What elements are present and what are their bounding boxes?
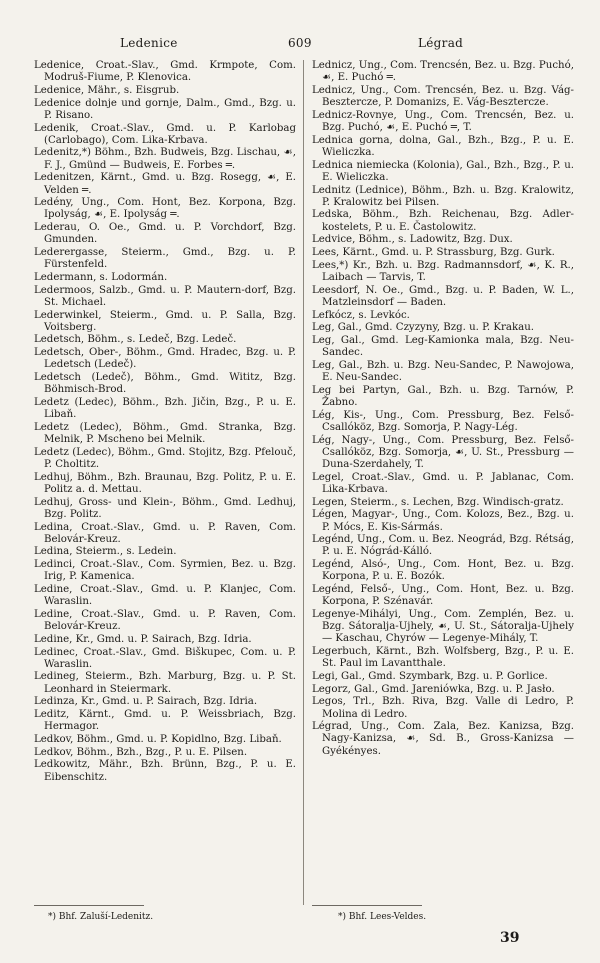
directory-entry: Legen, Steierm., s. Lechen, Bzg. Windisch-gratz. <box>312 496 564 508</box>
directory-entry: Lednica gorna, dolna, Gal., Bzh., Bzg., P. u. E. Wieliczka. <box>312 134 574 158</box>
directory-entry: Ledetsch, Böhm., s. Ledeč, Bzg. Ledeč. <box>34 334 237 346</box>
directory-entry: Lég, Kis-, Ung., Com. Pressburg, Bez. Felső-Csallóköz, Bzg. Somorja, P. Nagy-Lég. <box>312 409 574 433</box>
directory-entry: Ledetsch, Ober-, Böhm., Gmd. Hradec, Bzg. u. P. Ledetsch (Ledeč). <box>34 347 296 371</box>
directory-entry: Ledina, Croat.-Slav., Gmd. u. P. Raven, Com. Belovár-Kreuz. <box>34 521 296 545</box>
directory-entry: Ledetz (Ledec), Böhm., Gmd. Stojitz, Bzg. Pfelouč, P. Choltitz. <box>34 446 296 470</box>
directory-entry: Ledenice, Croat.-Slav., Gmd. Krmpote, Com. Modruš-Fiume, P. Klenovica. <box>34 60 296 84</box>
directory-entry: Ledska, Böhm., Bzh. Reichenau, Bzg. Adler-kostelets, P. u. E. Častolowitz. <box>312 209 574 233</box>
directory-entry: Legénd, Felső-, Ung., Com. Hont, Bez. u. Bzg. Korpona, P. Szénavár. <box>312 584 574 608</box>
directory-entry: Legel, Croat.-Slav., Gmd. u. P. Jablanac, Com. Lika-Krbava. <box>312 471 574 495</box>
directory-entry: Ledkov, Böhm., Gmd. u. P. Kopidlno, Bzg. Libaň. <box>34 733 282 745</box>
directory-entry: Ledetz (Ledec), Böhm., Bzh. Jičin, Bzg., P. u. E. Libaň. <box>34 396 296 421</box>
directory-entry: Ledinci, Croat.-Slav., Com. Syrmien, Bez. u. Bzg. Irig, P. Kamenica. <box>34 559 296 583</box>
directory-entry: Lefkócz, s. Levkóc. <box>312 309 410 321</box>
directory-entry: Lég, Nagy-, Ung., Com. Pressburg, Bez. Felső-Csallóköz, Bzg. Somorja, ☙, U. St., Pressburg — Duna-Szerdahely, T. <box>312 434 574 470</box>
right-column <box>312 60 574 758</box>
directory-entry: Legénd, Ung., Com. u. Bez. Neográd, Bzg. Rétság, P. u. E. Nógrád-Kálló. <box>312 534 574 558</box>
directory-entry: Ledetsch (Ledeč), Böhm., Gmd. Wititz, Bzg. Böhmisch-Brod. <box>34 372 296 396</box>
directory-entry: Leg bei Partyn, Gal., Bzh. u. Bzg. Tarnów, P. Žabno. <box>312 384 574 408</box>
directory-entry: Lednica niemiecka (Kolonia), Gal., Bzh., Bzg., P. u. E. Wieliczka. <box>312 159 574 183</box>
directory-entry: Ledineg, Steierm., Bzh. Marburg, Bzg. u. P. St. Leonhard in Steiermark. <box>34 671 296 695</box>
directory-entry: Lederergasse, Steierm., Gmd., Bzg. u. P. Fürstenfeld. <box>34 247 296 271</box>
directory-entry: Ledenice, Mähr., s. Eisgrub. <box>34 84 180 96</box>
directory-entry: Ledvice, Böhm., s. Ladowitz, Bzg. Dux. <box>312 234 513 246</box>
directory-entry: Ledetz (Ledec), Böhm., Gmd. Stranka, Bzg. Melnik, P. Mscheno bei Melnik. <box>34 421 296 446</box>
directory-entry: Ledenitz,*) Böhm., Bzh. Budweis, Bzg. Lischau, ☙, F. J., Gmünd — Budweis, E. Forbes ═. <box>34 147 296 171</box>
footnote-left: *) Bhf. Zaluší-Ledenitz. <box>48 912 154 922</box>
running-head-right: Légrad <box>418 36 464 50</box>
directory-entry: Ledény, Ung., Com. Hont, Bez. Korpona, Bzg. Ipolyság, ☙, E. Ipolyság ═. <box>34 197 296 221</box>
directory-entry: Legénd, Alsó-, Ung., Com. Hont, Bez. u. Bzg. Korpona, P. u. E. Bozók. <box>312 559 574 583</box>
directory-entry: Ledenik, Croat.-Slav., Gmd. u. P. Karlobag (Carlobago), Com. Lika-Krbava. <box>34 122 296 146</box>
column-divider <box>303 60 304 905</box>
directory-entry: Ledenice dolnje und gornje, Dalm., Gmd., Bzg. u. P. Risano. <box>34 97 296 121</box>
directory-entry: Ledinec, Croat.-Slav., Gmd. Biškupec, Com. u. P. Waraslin. <box>34 646 296 670</box>
page-number-header: 609 <box>288 36 312 50</box>
directory-entry: Leg, Gal., Gmd. Leg-Kamionka mala, Bzg. Neu-Sandec. <box>312 334 574 359</box>
directory-entry: Légen, Magyar-, Ung., Com. Kolozs, Bez., Bzg. u. P. Mócs, E. Kis-Sármás. <box>312 509 574 533</box>
directory-entry: Leditz, Kärnt., Gmd. u. P. Weissbriach, Bzg. Hermagor. <box>34 709 296 733</box>
directory-entry: Lees,*) Kr., Bzh. u. Bzg. Radmannsdorf, ☙, K. R., Laibach — Tarvis, T. <box>312 259 574 283</box>
directory-entry: Ledina, Steierm., s. Ledein. <box>34 546 177 558</box>
directory-entry: Lederau, O. Oe., Gmd. u. P. Vorchdorf, Bzg. Gmunden. <box>34 222 296 246</box>
directory-entry: Lednicz, Ung., Com. Trencsén, Bez. u. Bzg. Vág-Besztercze, P. Domanizs, E. Vág-Besztercze. <box>312 84 574 109</box>
footnote-rule-right <box>312 905 422 906</box>
page-number-footer: 39 <box>500 930 520 946</box>
directory-entry: Legenye-Mihályi, Ung., Com. Zemplén, Bez. u. Bzg. Sátoralja-Ujhely, ☙, U. St., Sátoralja-Ujhely — Kaschau, Chyrów — Legenye-Mihály, T. <box>312 608 574 645</box>
directory-entry: Legi, Gal., Gmd. Szymbark, Bzg. u. P. Gorlice. <box>312 670 548 682</box>
directory-entry: Legorz, Gal., Gmd. Jareniówka, Bzg. u. P. Jasło. <box>312 683 555 695</box>
directory-entry: Lednicz-Rovnye, Ung., Com. Trencsén, Bez. u. Bzg. Puchó, ☙, E. Puchó ═, T. <box>312 109 574 134</box>
left-column <box>34 60 296 784</box>
directory-entry: Ledine, Croat.-Slav., Gmd. u. P. Klanjec, Com. Waraslin. <box>34 584 296 608</box>
directory-entry: Legos, Trl., Bzh. Riva, Bzg. Valle di Ledro, P. Molina di Ledro. <box>312 696 574 720</box>
directory-entry: Ledhuj, Gross- und Klein-, Böhm., Gmd. Ledhuj, Bzg. Politz. <box>34 496 296 520</box>
directory-entry: Ledine, Kr., Gmd. u. P. Sairach, Bzg. Idria. <box>34 633 252 645</box>
directory-entry: Ledine, Croat.-Slav., Gmd. u. P. Raven, Com. Belovár-Kreuz. <box>34 608 296 633</box>
directory-entry: Ledhuj, Böhm., Bzh. Braunau, Bzg. Politz, P. u. E. Politz a. d. Mettau. <box>34 471 296 495</box>
footnote-rule-left <box>34 905 144 906</box>
directory-entry: Lees, Kärnt., Gmd. u. P. Strassburg, Bzg. Gurk. <box>312 247 555 259</box>
footnote-right: *) Bhf. Lees-Veldes. <box>338 912 427 922</box>
directory-entry: Ledkowitz, Mähr., Bzh. Brünn, Bzg., P. u. E. Eibenschitz. <box>34 759 296 783</box>
directory-entry: Legerbuch, Kärnt., Bzh. Wolfsberg, Bzg., P. u. E. St. Paul im Lavantthale. <box>312 646 574 670</box>
directory-entry: Leg, Gal., Bzh. u. Bzg. Neu-Sandec, P. Nawojowa, E. Neu-Sandec. <box>312 359 574 384</box>
directory-entry: Lednicz, Ung., Com. Trencsén, Bez. u. Bzg. Puchó, ☙, E. Puchó ═. <box>312 60 574 84</box>
directory-entry: Leg, Gal., Gmd. Czyzyny, Bzg. u. P. Krakau. <box>312 322 535 334</box>
running-head-left: Ledenice <box>120 36 178 50</box>
directory-entry: Ledkov, Böhm., Bzh., Bzg., P. u. E. Pilsen. <box>34 746 248 758</box>
directory-entry: Ledenitzen, Kärnt., Gmd. u. Bzg. Rosegg, ☙, E. Velden ═. <box>34 172 296 196</box>
directory-entry: Lederwinkel, Steierm., Gmd. u. P. Salla, Bzg. Voitsberg. <box>34 309 296 333</box>
directory-entry: Légrad, Ung., Com. Zala, Bez. Kanizsa, Bzg. Nagy-Kanizsa, ☙, Sd. B., Gross-Kanizsa — Gyékényes. <box>312 721 574 757</box>
directory-entry: Ledermoos, Salzb., Gmd. u. P. Mautern-dorf, Bzg. St. Michael. <box>34 284 296 308</box>
directory-entry: Leesdorf, N. Oe., Gmd., Bzg. u. P. Baden, W. L., Matzleinsdorf — Baden. <box>312 284 574 308</box>
directory-entry: Ledinza, Kr., Gmd. u. P. Sairach, Bzg. Idria. <box>34 696 258 708</box>
directory-entry: Ledermann, s. Lodormán. <box>34 271 168 283</box>
directory-entry: Lednitz (Lednice), Böhm., Bzh. u. Bzg. Kralowitz, P. Kralowitz bei Pilsen. <box>312 184 574 208</box>
